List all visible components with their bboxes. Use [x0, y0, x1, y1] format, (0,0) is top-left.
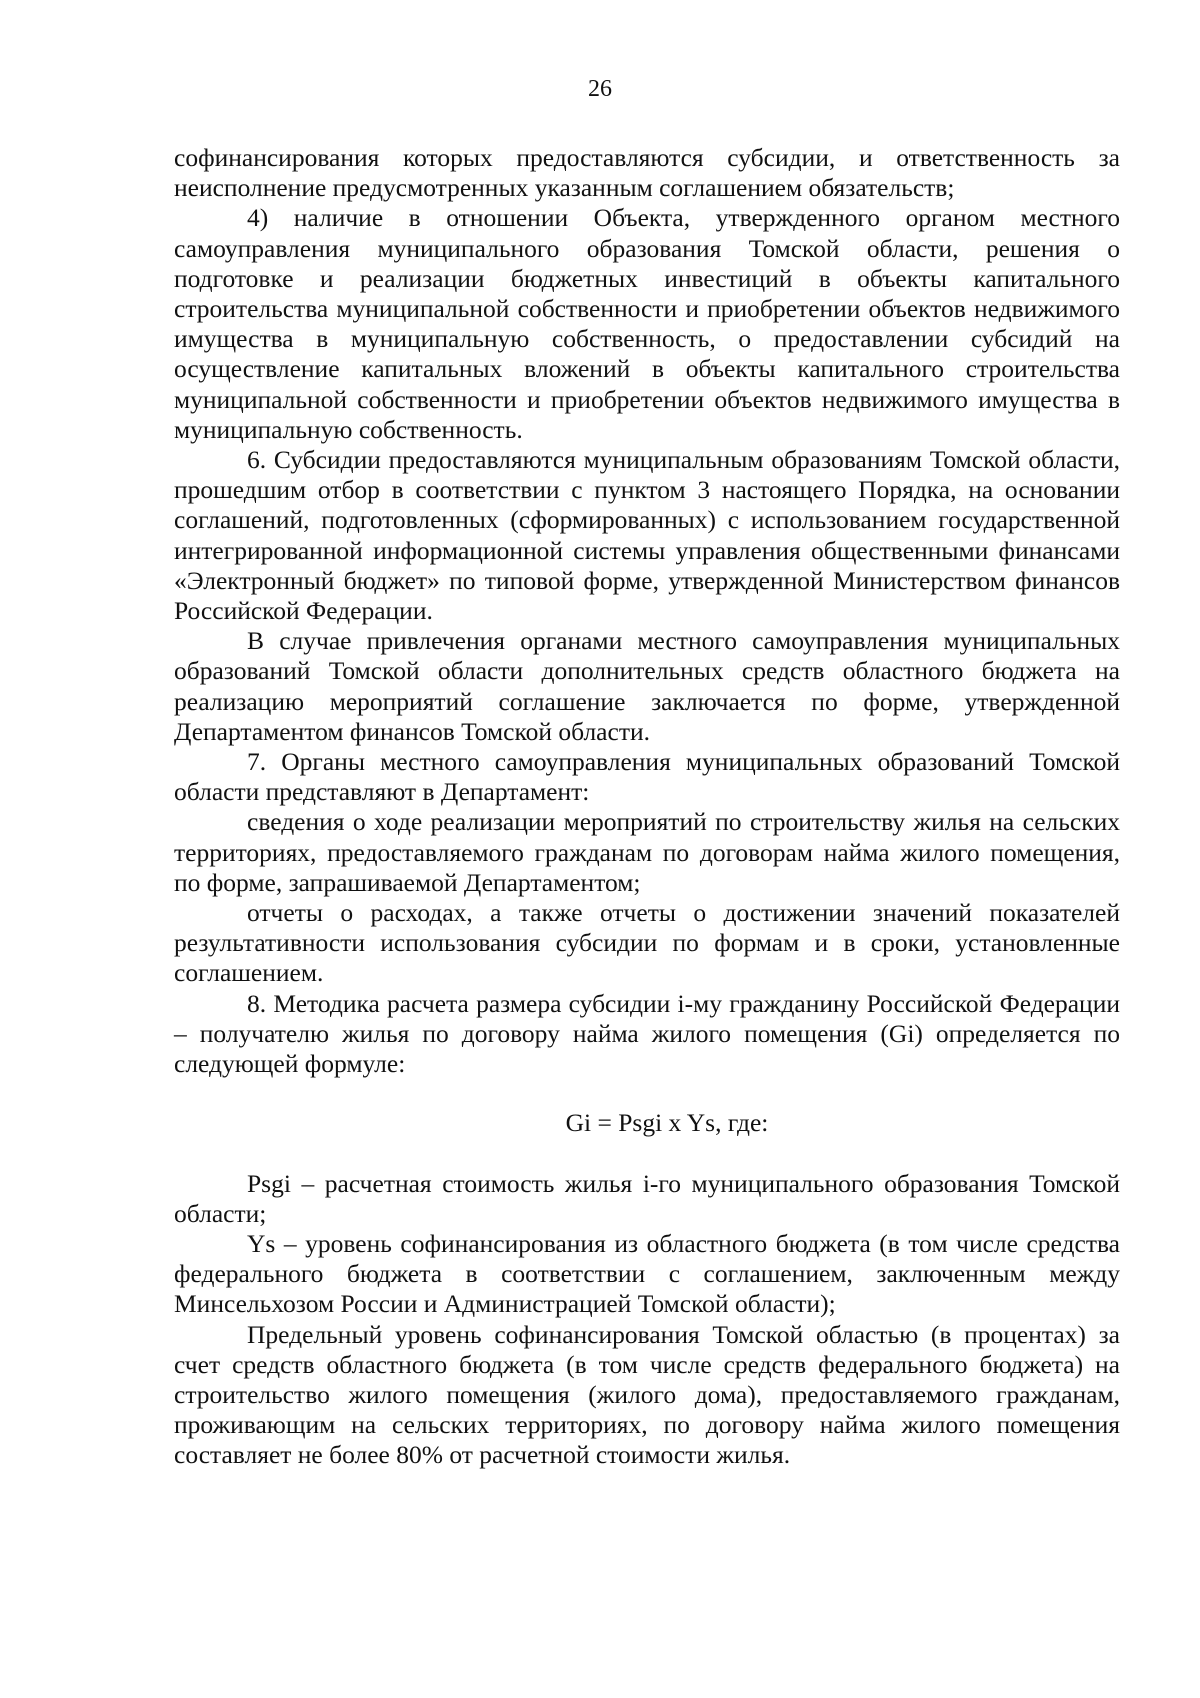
paragraph-additional-funds: В случае привлечения органами местного самоуправления муниципальных образований Томской области дополнительных средств областного бюджета на реализацию мероприятий соглашение заключается по форме, утвержденной Департаментом финансов Томской области. [174, 626, 1120, 746]
document-body [174, 143, 1120, 1471]
paragraph-item-7: 7. Органы местного самоуправления муниципальных образований Томской области представляют в Департамент: [174, 747, 1120, 807]
paragraph-item-6: 6. Субсидии предоставляются муниципальным образованиям Томской области, прошедшим отбор в соответствии с пунктом 3 настоящего Порядка, на основании соглашений, подготовленных (сформированных) с использованием государственной интегрированной информационной системы управления общественными финансами «Электронный бюджет» по типовой форме, утвержденной Министерством финансов Российской Федерации. [174, 445, 1120, 626]
definition-ys: Ys – уровень софинансирования из областного бюджета (в том числе средства федерального бюджета в соответствии с соглашением, заключенным между Минсельхозом России и Администрацией Томской области); [174, 1228, 1120, 1319]
paragraph-cofinancing-limit: Предельный уровень софинансирования Томской областью (в процентах) за счет средств областного бюджета (в том числе средств федерального бюджета) на строительство жилого помещения (жилого дома), предоставляемого гражданам, проживающим на сельских территориях, по договору найма жилого помещения составляет не более 80% от расчетной стоимости жилья. [174, 1319, 1120, 1470]
formula: Gi = Psgi x Ys, где: [565, 1108, 769, 1138]
paragraph-continuation: софинансирования которых предоставляются субсидии, и ответственность за неисполнение предусмотренных указанным соглашением обязательств; [174, 143, 1120, 203]
paragraph-item-8: 8. Методика расчета размера субсидии i-му гражданину Российской Федерации – получателю жилья по договору найма жилого помещения (Gi) определяется по следующей формуле: [174, 988, 1120, 1079]
definition-psgi: Psgi – расчетная стоимость жилья i-го муниципального образования Томской области; [174, 1168, 1120, 1228]
page-number: 26 [588, 76, 612, 102]
paragraph-item-4: 4) наличие в отношении Объекта, утвержденного органом местного самоуправления муниципального образования Томской области, решения о подготовке и реализации бюджетных инвестиций в объекты капитального строительства муниципальной собственности и приобретении объектов недвижимого имущества в муниципальную собственность, о предоставлении субсидий на осуществление капитальных вложений в объекты капитального строительства муниципальной собственности и приобретении объектов недвижимого имущества в муниципальную собственность. [174, 203, 1120, 444]
paragraph-report-info: сведения о ходе реализации мероприятий по строительству жилья на сельских территориях, предоставляемого гражданам по договорам найма жилого помещения, по форме, запрашиваемой Департаментом; [174, 807, 1120, 897]
paragraph-report-expenses: отчеты о расходах, а также отчеты о достижении значений показателей результативности использования субсидии по формам и в сроки, установленные соглашением. [174, 898, 1120, 988]
